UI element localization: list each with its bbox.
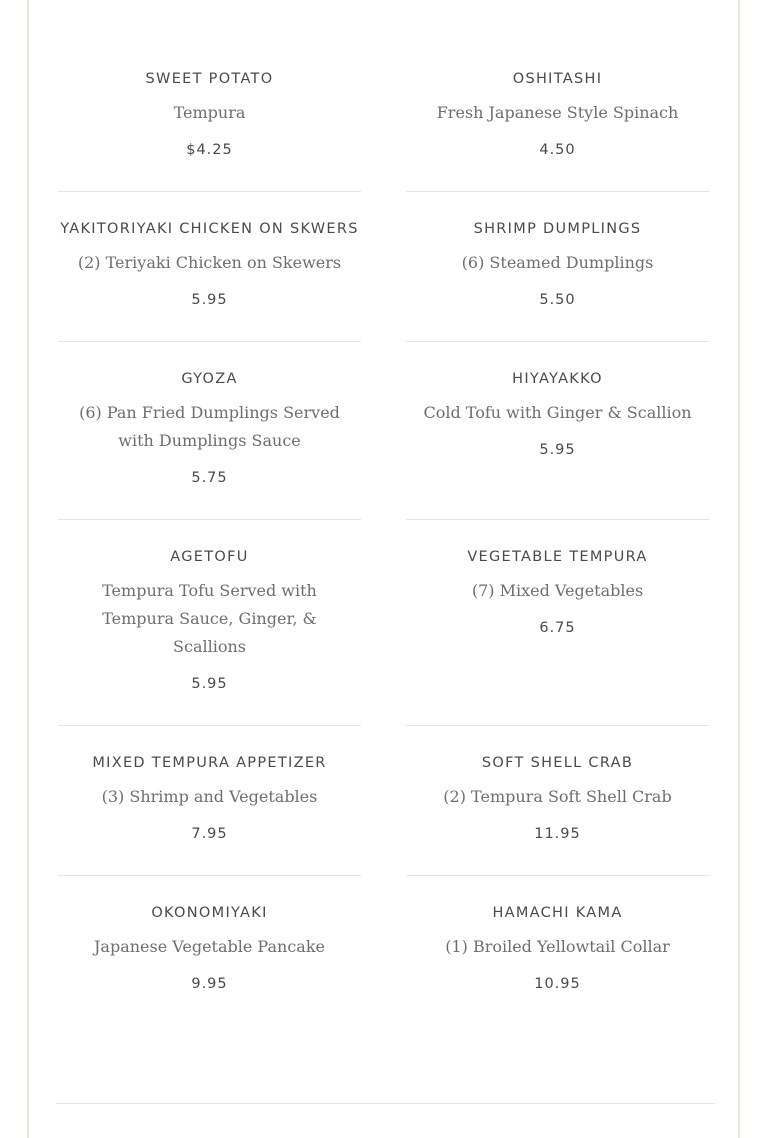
menu-grid: [58, 42, 709, 1025]
item-name: OKONOMIYAKI: [151, 905, 268, 921]
item-name: OSHITASHI: [512, 71, 603, 87]
item-description: (1) Broiled Yellowtail Collar: [445, 937, 670, 956]
menu-item: [58, 520, 361, 726]
item-price: 4.50: [539, 142, 576, 158]
item-name: SHRIMP DUMPLINGS: [473, 221, 642, 237]
item-price: 5.95: [191, 292, 228, 308]
item-name: GYOZA: [181, 371, 238, 387]
item-name: MIXED TEMPURA APPETIZER: [92, 755, 327, 771]
item-price: 5.95: [191, 676, 228, 692]
item-price: $4.25: [186, 142, 233, 158]
item-price: 5.50: [539, 292, 576, 308]
item-name: HAMACHI KAMA: [492, 905, 623, 921]
menu-item: [406, 726, 709, 876]
item-price: 10.95: [534, 976, 581, 992]
item-price: 5.95: [539, 442, 576, 458]
item-name: VEGETABLE TEMPURA: [467, 549, 648, 565]
item-description: (6) Pan Fried Dumplings Served with Dumplings Sauce: [79, 403, 340, 450]
item-description: (2) Tempura Soft Shell Crab: [443, 787, 672, 806]
item-name: SOFT SHELL CRAB: [481, 755, 634, 771]
menu-item: [406, 192, 709, 342]
bottom-divider: [56, 1103, 715, 1104]
item-description: Tempura Tofu Served with Tempura Sauce, Ginger, & Scallions: [102, 581, 317, 656]
item-description: Japanese Vegetable Pancake: [94, 937, 325, 956]
menu-row: [58, 342, 709, 520]
menu-item: [406, 520, 709, 726]
item-description: (2) Teriyaki Chicken on Skewers: [77, 253, 342, 272]
menu-row: [58, 42, 709, 192]
menu-item: [58, 42, 361, 192]
item-price: 9.95: [191, 976, 228, 992]
item-price: 6.75: [539, 620, 576, 636]
item-price: 7.95: [191, 826, 228, 842]
item-description: (6) Steamed Dumplings: [461, 253, 654, 272]
menu-row: [58, 876, 709, 1025]
menu-item: [406, 42, 709, 192]
menu-item: [58, 726, 361, 876]
menu-item: [58, 192, 361, 342]
item-price: 11.95: [534, 826, 581, 842]
item-price: 5.75: [191, 470, 228, 486]
item-description: Cold Tofu with Ginger & Scallion: [423, 403, 692, 422]
menu-panel: [27, 0, 740, 1138]
menu-row: [58, 192, 709, 342]
menu-row: [58, 726, 709, 876]
menu-item: [58, 342, 361, 520]
item-name: YAKITORIYAKI CHICKEN ON SKWERS: [60, 221, 359, 237]
item-description: Fresh Japanese Style Spinach: [436, 103, 679, 122]
item-name: SWEET POTATO: [145, 71, 274, 87]
item-description: Tempura: [173, 103, 246, 122]
menu-row: [58, 520, 709, 726]
menu-item: [406, 876, 709, 1025]
menu-item: [406, 342, 709, 520]
menu-item: [58, 876, 361, 1025]
item-name: HIYAYAKKO: [512, 371, 603, 387]
item-description: (7) Mixed Vegetables: [471, 581, 644, 600]
item-description: (3) Shrimp and Vegetables: [101, 787, 318, 806]
item-name: AGETOFU: [170, 549, 249, 565]
